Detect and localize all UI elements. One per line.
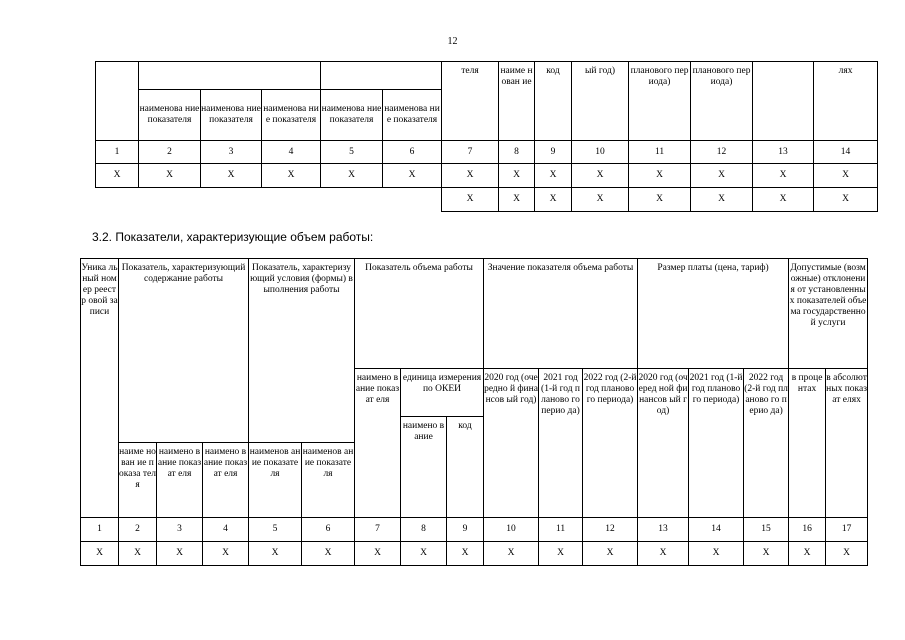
table-cell: Х — [789, 542, 826, 566]
column-number: 12 — [691, 141, 753, 164]
volume-name-header: наимено вание показат еля — [355, 369, 401, 518]
table-cell: Х — [447, 542, 484, 566]
okei-code-header: код — [447, 417, 484, 518]
table-cell: Х — [691, 164, 753, 188]
header-fragment: планового периода) — [629, 62, 691, 141]
column-number: 14 — [689, 518, 744, 542]
deviation-header: Допустимые (возможные) отклонения от установленных показателей объема государственно й услуги — [789, 259, 868, 369]
table-cell: Х — [691, 188, 753, 212]
header-fragment: наиме нован ие — [499, 62, 535, 141]
okei-unit-header: единица измерения по ОКЕИ — [401, 369, 484, 417]
sub-header-cell: наименова ние показателя — [383, 90, 442, 141]
table-cell: Х — [572, 188, 629, 212]
table-row — [96, 164, 878, 188]
column-number: 5 — [249, 518, 302, 542]
column-number: 8 — [499, 141, 535, 164]
table-cell: Х — [753, 188, 814, 212]
column-number: 11 — [629, 141, 691, 164]
table-cell: Х — [249, 542, 302, 566]
sub-header-cell: наименова ние показателя — [139, 90, 201, 141]
volume-indicator-header: Показатель объема работы — [355, 259, 484, 369]
table-cell: Х — [203, 542, 249, 566]
column-number-row — [96, 141, 878, 164]
table-cell: Х — [499, 188, 535, 212]
sub-header-cell: наименова ние показателя — [201, 90, 262, 141]
table-cell: Х — [499, 164, 535, 188]
column-number: 2 — [119, 518, 157, 542]
table-3-1-fragment — [95, 61, 878, 212]
table-row — [96, 188, 878, 212]
table-cell: Х — [814, 164, 878, 188]
table-cell: Х — [539, 542, 583, 566]
sub-header-cell: наименова ние показателя — [321, 90, 383, 141]
table-cell: Х — [81, 542, 119, 566]
table-cell: Х — [442, 188, 499, 212]
column-number: 11 — [539, 518, 583, 542]
sub-header-cell: наименов ание показате ля — [249, 443, 302, 518]
column-number: 1 — [81, 518, 119, 542]
column-number: 2 — [139, 141, 201, 164]
table-cell: Х — [442, 164, 499, 188]
table-cell: Х — [572, 164, 629, 188]
column-number: 5 — [321, 141, 383, 164]
table-cell: Х — [689, 542, 744, 566]
column-number: 10 — [484, 518, 539, 542]
registry-number-header: Уника льный номер реестр овой записи — [81, 259, 119, 518]
sub-header-cell: наименов ание показате ля — [302, 443, 355, 518]
fee-2020-header: 2020 год (очеред ной финансов ый год) — [638, 369, 689, 518]
conditions-indicator-header: Показатель, характеризующий условия (формы) выполнения работы — [249, 259, 355, 443]
content-indicator-header: Показатель, характеризующий содержание работы — [119, 259, 249, 443]
table-cell: Х — [535, 188, 572, 212]
column-number: 15 — [744, 518, 789, 542]
column-number: 4 — [262, 141, 321, 164]
table-row — [81, 542, 868, 566]
column-number: 14 — [814, 141, 878, 164]
column-number: 12 — [583, 518, 638, 542]
table-cell: Х — [583, 542, 638, 566]
table-cell: Х — [157, 542, 203, 566]
fee-header: Размер платы (цена, тариф) — [638, 259, 789, 369]
header-fragment — [753, 62, 814, 141]
column-number: 17 — [826, 518, 868, 542]
column-number: 9 — [447, 518, 484, 542]
header-fragment: планового периода) — [691, 62, 753, 141]
column-number: 6 — [383, 141, 442, 164]
column-number: 4 — [203, 518, 249, 542]
sub-header-cell: наимено вание показат еля — [203, 443, 249, 518]
column-number: 3 — [201, 141, 262, 164]
table-cell: Х — [401, 542, 447, 566]
page-number: 12 — [447, 36, 458, 47]
value-2021-header: 2021 год (1-й год планово го перио да) — [539, 369, 583, 518]
fee-2021-header: 2021 год (1-й год планово го периода) — [689, 369, 744, 518]
table-cell: Х — [262, 164, 321, 188]
sub-header-cell: наимено вание показат еля — [157, 443, 203, 518]
registry-header-cell — [96, 62, 139, 141]
conditions-group-header-cell — [321, 62, 442, 90]
table-cell: Х — [535, 164, 572, 188]
volume-value-header: Значение показателя объема работы — [484, 259, 638, 369]
table-cell: Х — [383, 164, 442, 188]
table-cell: Х — [638, 542, 689, 566]
column-number-row — [81, 518, 868, 542]
table-cell: Х — [814, 188, 878, 212]
column-number: 3 — [157, 518, 203, 542]
section-heading: 3.2. Показатели, характеризующие объем работы: — [92, 230, 374, 244]
column-number: 16 — [789, 518, 826, 542]
sub-header-cell: наиме нован ие показа теля — [119, 443, 157, 518]
table-cell: Х — [139, 164, 201, 188]
column-number: 8 — [401, 518, 447, 542]
table-cell: Х — [302, 542, 355, 566]
fee-2022-header: 2022 год (2-й год планово го перио да) — [744, 369, 789, 518]
header-fragment: код — [535, 62, 572, 141]
table-cell: Х — [744, 542, 789, 566]
table-cell: Х — [355, 542, 401, 566]
column-number: 7 — [442, 141, 499, 164]
value-2020-header: 2020 год (очередно й финансов ый год) — [484, 369, 539, 518]
column-number: 7 — [355, 518, 401, 542]
deviation-percent-header: в проце нтах — [789, 369, 826, 518]
header-fragment: лях — [814, 62, 878, 141]
table-cell: Х — [484, 542, 539, 566]
table-cell: Х — [321, 164, 383, 188]
column-number: 9 — [535, 141, 572, 164]
table-cell: Х — [629, 188, 691, 212]
column-number: 6 — [302, 518, 355, 542]
okei-name-header: наимено вание — [401, 417, 447, 518]
table-3-2-volume — [80, 258, 868, 566]
deviation-absolute-header: в абсолют ных показат елях — [826, 369, 868, 518]
content-group-header-cell — [139, 62, 321, 90]
value-2022-header: 2022 год (2-й год планово го периода) — [583, 369, 638, 518]
column-number: 13 — [753, 141, 814, 164]
table-cell: Х — [753, 164, 814, 188]
table-cell: Х — [826, 542, 868, 566]
header-fragment: ый год) — [572, 62, 629, 141]
table-cell: Х — [96, 164, 139, 188]
column-number: 10 — [572, 141, 629, 164]
column-number: 13 — [638, 518, 689, 542]
empty-cell — [96, 188, 442, 212]
header-fragment: теля — [442, 62, 499, 141]
table-cell: Х — [119, 542, 157, 566]
column-number: 1 — [96, 141, 139, 164]
sub-header-cell: наименова ние показателя — [262, 90, 321, 141]
table-cell: Х — [201, 164, 262, 188]
table-cell: Х — [629, 164, 691, 188]
